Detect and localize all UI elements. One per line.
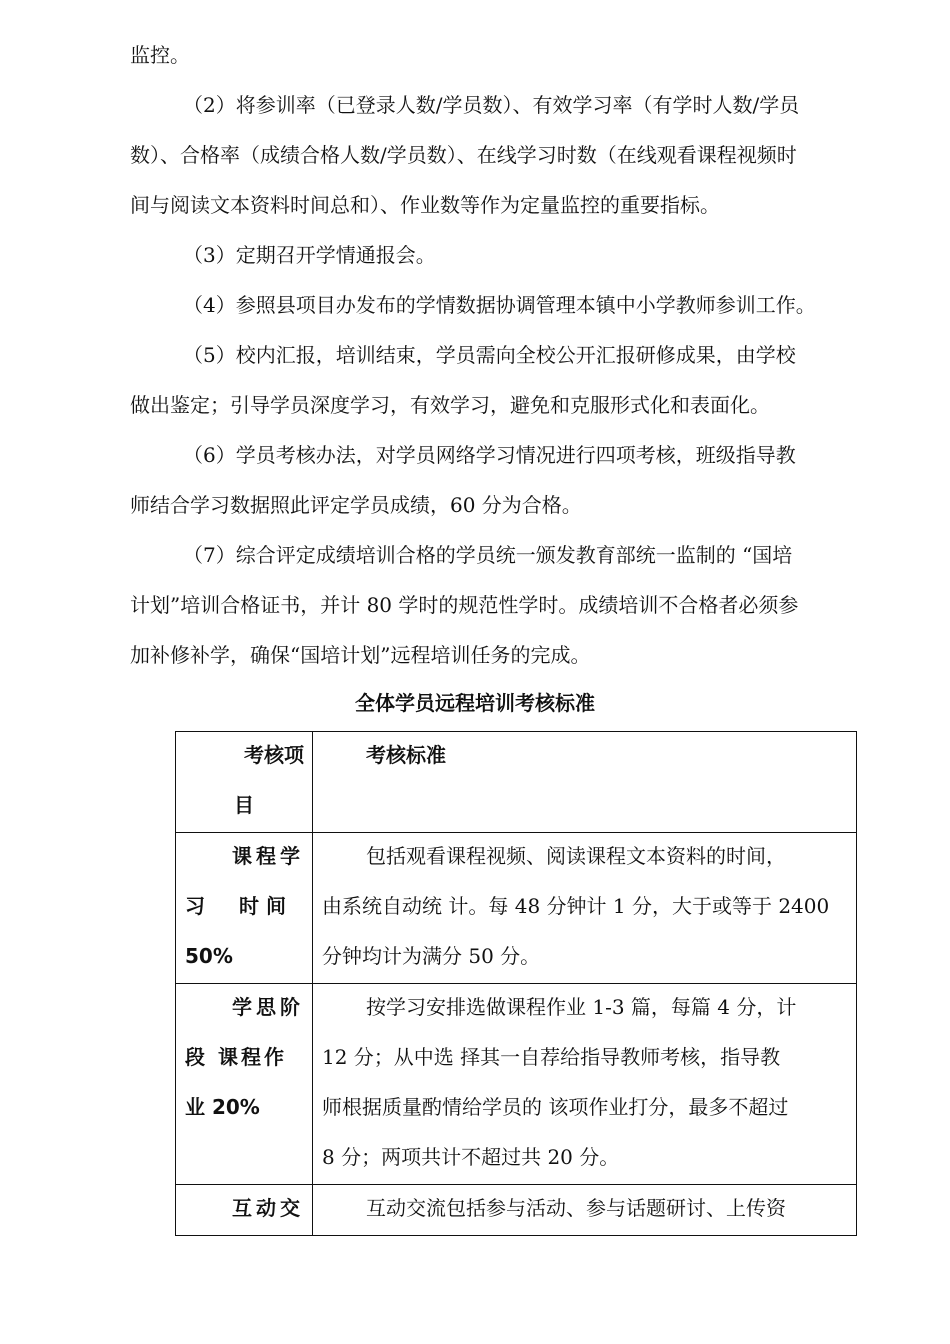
table-header-row xyxy=(176,732,857,833)
cell-line: 8 分；两项共计不超过共 20 分。 xyxy=(322,1145,620,1169)
paragraph-line: （3）定期召开学情通报会。 xyxy=(183,243,436,267)
standard-cell xyxy=(313,984,857,1185)
paragraph-line: （7）综合评定成绩培训合格的学员统一颁发教育部统一监制的 “国培 xyxy=(183,543,793,567)
cell-line: 互动交流包括参与活动、参与话题研讨、上传资 xyxy=(366,1196,786,1220)
cell-line: 考核标准 xyxy=(366,743,446,767)
header-cell-item xyxy=(176,732,313,833)
item-cell xyxy=(176,1185,313,1236)
table-title: 全体学员远程培训考核标准 xyxy=(355,691,595,715)
cell-line: 分钟均计为满分 50 分。 xyxy=(322,944,541,968)
item-cell xyxy=(176,833,313,984)
cell-line: 学思阶 xyxy=(232,995,304,1019)
paragraph-line: 间与阅读文本资料时间总和）、作业数等作为定量监控的重要指标。 xyxy=(130,193,720,217)
cell-line: 互动交 xyxy=(232,1196,304,1220)
paragraph-line: （5）校内汇报，培训结束，学员需向全校公开汇报研修成果，由学校 xyxy=(183,343,796,367)
cell-line: 考核项 xyxy=(244,743,304,767)
item-cell xyxy=(176,984,313,1185)
standard-cell xyxy=(313,1185,857,1236)
table-row xyxy=(176,984,857,1185)
cell-line: 段 课程作 xyxy=(185,1045,287,1069)
cell-line: 习 时间 xyxy=(185,894,293,918)
table-row xyxy=(176,833,857,984)
standard-cell xyxy=(313,833,857,984)
cell-line: 课程学 xyxy=(232,844,304,868)
cell-line: 目 xyxy=(234,793,254,817)
cell-line: 由系统自动统 计。每 48 分钟计 1 分，大于或等于 2400 xyxy=(322,894,830,918)
paragraph-line: 加补修补学，确保“国培计划”远程培训任务的完成。 xyxy=(130,643,591,667)
cell-line: 按学习安排选做课程作业 1-3 篇，每篇 4 分，计 xyxy=(366,995,797,1019)
cell-line: 业 20% xyxy=(185,1095,260,1119)
cell-line: 12 分；从中选 择其一自荐给指导教师考核，指导教 xyxy=(322,1045,781,1069)
paragraph-line: 师结合学习数据照此评定学员成绩，60 分为合格。 xyxy=(130,493,582,517)
assessment-standard-table xyxy=(175,731,857,1236)
table-row xyxy=(176,1185,857,1236)
paragraph-line: （6）学员考核办法，对学员网络学习情况进行四项考核，班级指导教 xyxy=(183,443,796,467)
cell-line: 50% xyxy=(185,944,233,968)
paragraph-line: 计划”培训合格证书，并计 80 学时的规范性学时。成绩培训不合格者必须参 xyxy=(130,593,799,617)
paragraph-line: （4）参照县项目办发布的学情数据协调管理本镇中小学教师参训工作。 xyxy=(183,293,816,317)
cell-line: 包括观看课程视频、阅读课程文本资料的时间， xyxy=(366,844,786,868)
paragraph-line: 做出鉴定；引导学员深度学习，有效学习，避免和克服形式化和表面化。 xyxy=(130,393,770,417)
header-cell-standard xyxy=(313,732,857,833)
cell-line: 师根据质量酌情给学员的 该项作业打分，最多不超过 xyxy=(322,1095,789,1119)
paragraph-line: 数）、合格率（成绩合格人数/学员数）、在线学习时数（在线观看课程视频时 xyxy=(130,143,797,167)
paragraph-line: （2）将参训率（已登录人数/学员数）、有效学习率（有学时人数/学员 xyxy=(183,93,800,117)
paragraph-line: 监控。 xyxy=(130,43,190,67)
